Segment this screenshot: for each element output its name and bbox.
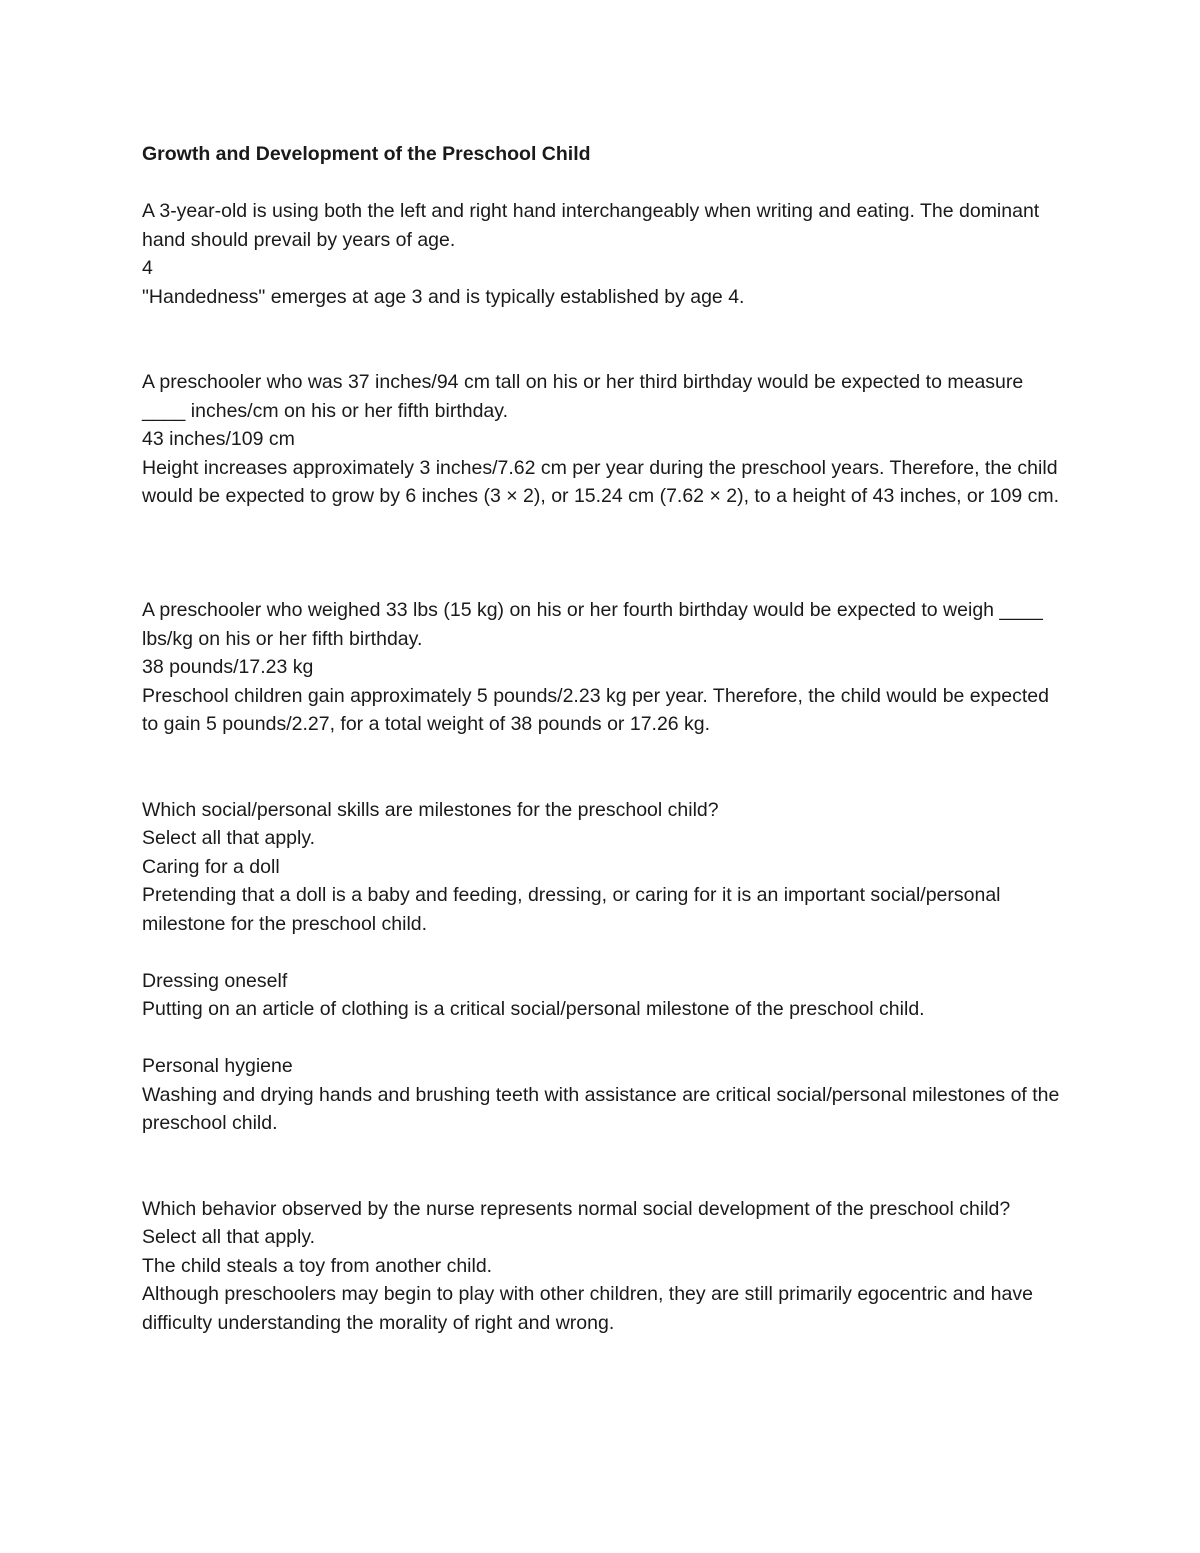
q4-answer-1: Caring for a doll bbox=[142, 855, 280, 878]
q2-question: A preschooler who was 37 inches/94 cm tall on his or her third birthday would be expected to measure ____ inches/cm on his or her fifth birthday. bbox=[142, 371, 1024, 422]
q5-rationale: Although preschoolers may begin to play with other children, they are still primarily egocentric and have difficulty understanding the morality of right and wrong. bbox=[142, 1283, 1033, 1334]
spacer bbox=[142, 938, 1062, 967]
spacer bbox=[142, 511, 1062, 597]
document-title: Growth and Development of the Preschool Child bbox=[142, 143, 591, 165]
q4-answer-2: Dressing oneself bbox=[142, 969, 288, 992]
q1-answer: 4 bbox=[142, 257, 153, 279]
q4-answer-3: Personal hygiene bbox=[142, 1055, 293, 1077]
document-content bbox=[142, 140, 1062, 1337]
q4-rationale-3: Washing and drying hands and brushing teeth with assistance are critical social/personal milestones of the preschool child. bbox=[142, 1083, 1060, 1134]
q2-answer: 43 inches/109 cm bbox=[142, 428, 295, 450]
q3-rationale: Preschool children gain approximately 5 pounds/2.23 kg per year. Therefore, the child would be expected to gain 5 pounds/2.27, for a total weight of 38 pounds or 17.26 kg. bbox=[142, 684, 1049, 735]
q4-rationale-1: Pretending that a doll is a baby and feeding, dressing, or caring for it is an important social/personal milestone for the preschool child. bbox=[142, 884, 1001, 935]
spacer bbox=[142, 311, 1062, 368]
q3-question: A preschooler who weighed 33 lbs (15 kg) on his or her fourth birthday would be expected to weigh ____ lbs/kg on his or her fifth birthday. bbox=[142, 599, 1043, 650]
spacer bbox=[142, 1024, 1062, 1053]
spacer bbox=[142, 739, 1062, 796]
q4-rationale-2: Putting on an article of clothing is a critical social/personal milestone of the preschool child. bbox=[142, 998, 925, 1020]
q5-answer: The child steals a toy from another child. bbox=[142, 1254, 493, 1277]
q3-answer: 38 pounds/17.23 kg bbox=[142, 656, 314, 678]
q4-instruction: Select all that apply. bbox=[142, 827, 316, 849]
q5-instruction: Select all that apply. bbox=[142, 1226, 316, 1248]
q2-rationale: Height increases approximately 3 inches/7.62 cm per year during the preschool years. Therefore, the child would be expected to grow by 6 inches (3 × 2), or 15.24 cm (7.62 × 2), to a height of 43 inches, or 109 cm. bbox=[142, 456, 1060, 507]
q4-question: Which social/personal skills are milestones for the preschool child? bbox=[142, 798, 719, 821]
q1-rationale: "Handedness" emerges at age 3 and is typically established by age 4. bbox=[142, 285, 745, 308]
q5-question: Which behavior observed by the nurse represents normal social development of the preschool child? bbox=[142, 1197, 1011, 1220]
q1-question: A 3-year-old is using both the left and right hand interchangeably when writing and eating. The dominant hand should prevail by years of age. bbox=[142, 200, 1040, 251]
spacer bbox=[142, 1138, 1062, 1195]
